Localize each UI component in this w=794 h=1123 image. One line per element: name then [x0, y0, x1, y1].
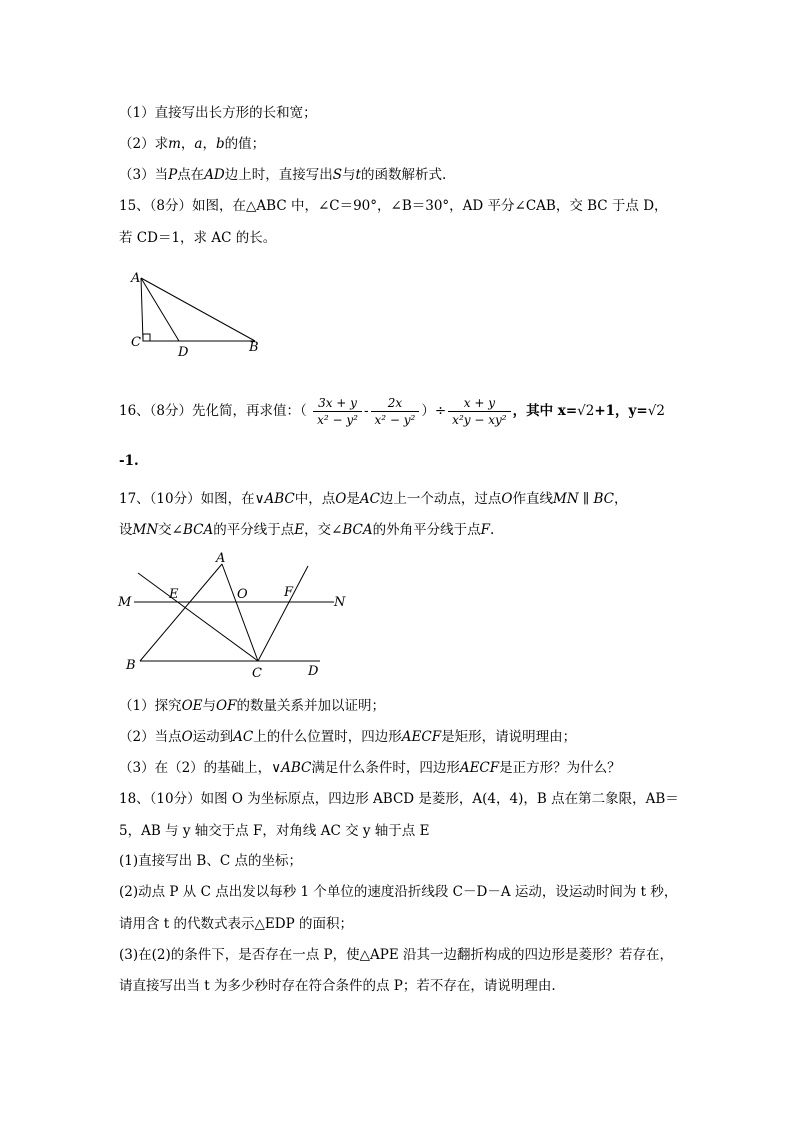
var-s: S [332, 167, 343, 183]
var-b: b [215, 136, 225, 152]
sep: ， [180, 136, 195, 152]
q18-sub3-text-cont: 请直接写出当 t 为多少秒时存在符合条件的点 P；若不存在，请说明理由. [119, 978, 556, 994]
var-ad: AD [204, 167, 225, 183]
text: . [490, 522, 495, 538]
side-ac [141, 278, 143, 341]
fraction-3 [448, 395, 510, 428]
text: 作直线 [512, 491, 553, 507]
right-angle-mark [143, 334, 150, 341]
quad-aecf: AECF [459, 760, 500, 776]
side-ac [222, 564, 258, 661]
text: ， [613, 491, 628, 507]
var-m: m [168, 136, 181, 152]
q17-line2 [119, 520, 494, 540]
text: 与 [202, 698, 217, 714]
label-d: D [178, 345, 189, 360]
text: ，交 [304, 522, 332, 538]
q16-line2 [119, 451, 139, 471]
text: 与 [342, 167, 356, 183]
text: 是 [346, 491, 360, 507]
text: （3）当 [119, 167, 169, 183]
segment-ad [141, 278, 179, 341]
q14-sub1 [119, 103, 317, 123]
label-b: B [126, 658, 136, 673]
q17-geometry-figure [112, 548, 357, 683]
label-n: N [334, 595, 346, 610]
text: 满足什么条件时，四边形 [311, 760, 460, 776]
text: 的平分线于点 [213, 522, 295, 538]
q18-sub2-text-cont: 请用含 t 的代数式表示△EDP 的面积； [119, 916, 353, 932]
q15-triangle-figure [125, 262, 275, 362]
minus-sign: - [363, 403, 369, 419]
text: 的函数解析式. [360, 167, 447, 183]
q15-line2-text: 若 CD＝1，求 AC 的长。 [119, 230, 277, 246]
fraction-1-numerator: 3x + y [313, 395, 362, 412]
angle-bca: ∠BCA [171, 522, 214, 538]
var-o: O [181, 729, 193, 745]
var-of: OF [216, 698, 237, 714]
q17-sub2 [119, 727, 576, 747]
angle-bca: ∠BCA [331, 522, 373, 538]
label-d: D [308, 664, 319, 679]
q14-sub2 [119, 134, 265, 154]
q14-sub3 [119, 165, 446, 185]
q15-line1-text: 15、（8分）如图，在△ABC 中，∠C＝90°，∠B＝30°，AD 平分∠CAB，交 BC 于点 D， [119, 198, 668, 214]
text: 交 [158, 522, 172, 538]
text: （3）在（2）的基础上， [119, 760, 272, 776]
q16-line1 [119, 394, 665, 428]
triangle-abc: ∨ABC [254, 491, 295, 507]
text: 中，点 [294, 491, 336, 507]
q18-sub3-line2 [119, 976, 556, 996]
text: 的数量关系并加以证明； [236, 698, 385, 714]
label-a: A [216, 551, 226, 566]
var-p: P [168, 167, 178, 183]
q18-sub3-line1 [119, 945, 673, 965]
q18-line2 [119, 821, 429, 841]
var-mn: MN [132, 522, 159, 538]
var-e: E [294, 522, 305, 538]
fraction-1-denominator: x² − y² [317, 413, 358, 427]
var-t: t [355, 167, 361, 183]
var-oe: OE [181, 698, 203, 714]
q17-sub1 [119, 696, 385, 716]
condition-y: +1，y= [594, 403, 648, 419]
q18-sub2-line2 [119, 914, 353, 934]
label-c: C [131, 335, 141, 350]
q18-sub1-text: (1)直接写出 B、C 点的坐标； [119, 853, 302, 869]
fraction-2-denominator: x² − y² [374, 413, 416, 427]
text: 点在 [177, 167, 205, 183]
label-b: B [249, 340, 259, 355]
side-ab [140, 564, 222, 661]
text: （2）当点 [119, 729, 182, 745]
q14-sub1-text: （1）直接写出长方形的长和宽； [119, 105, 317, 121]
label-f: F [284, 585, 294, 600]
q16-prefix: 16、（8分）先化简，再求值：（ [119, 403, 307, 419]
var-f: F [480, 522, 490, 538]
label-c: C [252, 666, 262, 681]
text: 是矩形，请说明理由； [441, 729, 577, 745]
text: （1）探究 [119, 698, 182, 714]
label-a: A [131, 271, 141, 286]
var-ac: AC [359, 491, 380, 507]
sqrt-2-a: √2 [577, 403, 595, 419]
fraction-2-numerator: 2x [371, 395, 420, 412]
sep: ， [202, 136, 216, 152]
q18-line1-text: 18、（10分）如图 O 为坐标原点，四边形 ABCD 是菱形，A(4，4)，B 点在第二象限，AB＝ [119, 791, 679, 807]
var-ac: AC [233, 729, 254, 745]
q18-sub3-text: (3)在(2)的条件下，是否存在一点 P，使△APE 沿其一边翻折构成的四边形是菱形？若存在， [119, 947, 673, 963]
q18-sub1 [119, 851, 302, 871]
triangle-abc: ∨ABC [271, 760, 312, 776]
external-bisector-cf [258, 566, 308, 661]
var-o: O [335, 491, 347, 507]
fraction-3-numerator: x + y [448, 395, 510, 412]
q18-line1 [119, 789, 679, 809]
text: 17、（10分）如图，在 [119, 491, 255, 507]
text: 上的什么位置时，四边形 [253, 729, 402, 745]
label-m: M [118, 595, 132, 610]
q18-line2-text: 5，AB 与 y 轴交于点 F，对角线 AC 交 y 轴于点 E [119, 823, 430, 839]
var-a: a [194, 136, 203, 152]
q14-sub2-text: （2）求 [119, 136, 169, 152]
var-o: O [501, 491, 513, 507]
label-e: E [169, 587, 179, 602]
text: 的外角平分线于点 [372, 522, 481, 538]
q15-line2 [119, 228, 276, 248]
q16-line2-text: -1. [119, 453, 139, 469]
fraction-1 [313, 395, 362, 428]
text: 运动到 [192, 729, 234, 745]
condition-x: ，其中 x= [512, 403, 578, 419]
q17-line1 [119, 489, 627, 509]
text: 边上时，直接写出 [224, 167, 333, 183]
q14-sub2-end: 的值； [224, 136, 266, 152]
q18-sub2-line1 [119, 882, 677, 902]
close-divide: ）÷ [421, 403, 447, 419]
fraction-2 [371, 395, 420, 428]
quad-aecf: AECF [401, 729, 442, 745]
text: 设 [119, 522, 133, 538]
text: 是正方形？为什么？ [499, 760, 621, 776]
side-ab [141, 278, 255, 341]
q15-line1 [119, 196, 668, 216]
q18-sub2-text: (2)动点 P 从 C 点出发以每秒 1 个单位的速度沿折线段 C－D－A 运动，设运动时间为 t 秒， [119, 884, 678, 900]
mn-parallel-bc: MN ∥ BC [553, 491, 614, 507]
text: 边上一个动点，过点 [379, 491, 502, 507]
q17-sub3 [119, 758, 621, 778]
label-o: O [237, 587, 248, 602]
fraction-3-denominator: x²y − xy² [452, 413, 507, 427]
sqrt-2-b: √2 [647, 403, 665, 419]
